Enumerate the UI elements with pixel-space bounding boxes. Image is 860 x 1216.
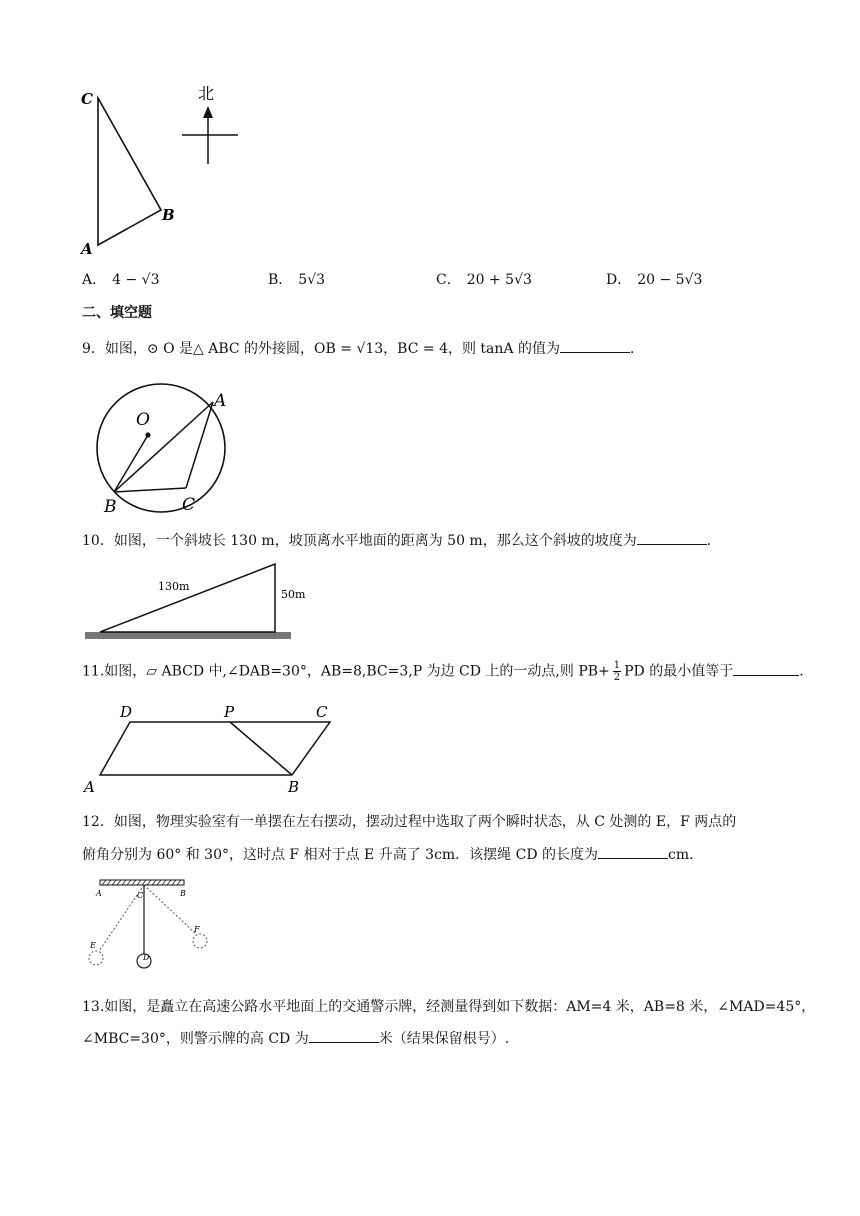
option-a[interactable]: A． 4 − √3 (82, 272, 160, 288)
q11-label-b: B (288, 778, 300, 796)
q11-label-d: D (120, 703, 133, 721)
q11-label-c: C (316, 703, 328, 721)
q9-label-c: C (182, 495, 196, 515)
q10-answer-blank[interactable] (637, 530, 707, 545)
q9-circle-figure (76, 380, 246, 520)
q12-pendulum-figure (86, 874, 210, 984)
q10-label-height: 50m (281, 588, 306, 601)
q11-answer-blank[interactable] (733, 661, 799, 676)
q11-label-p: P (224, 703, 235, 721)
label-a: A (81, 240, 93, 258)
q12-label-b: B (180, 889, 186, 898)
q11-fraction: $\frac{1}{2}$ (613, 660, 621, 683)
question-13-line1: 13.如图，是矗立在高速公路水平地面上的交通警示牌，经测量得到如下数据：AM=4 米，AB=8 米，∠MAD=45°， (82, 999, 816, 1015)
option-c-expr: 20 + 5√3 (466, 272, 532, 288)
question-13-line2: ∠MBC=30°，则警示牌的高 CD 为 米（结果保留根号）. (82, 1028, 509, 1049)
compass-north-label: 北 (198, 84, 215, 103)
q12-label-a: A (96, 889, 102, 898)
q10-slope-figure (82, 560, 306, 644)
option-c[interactable]: C． 20 + 5√3 (436, 272, 532, 288)
label-c: C (81, 90, 93, 108)
option-b-expr: 5√3 (298, 272, 326, 288)
option-a-expr: 4 − √3 (112, 272, 160, 288)
option-b[interactable]: B． 5√3 (268, 272, 326, 288)
question-12-line2: 俯角分别为 60° 和 30°，这时点 F 相对于点 E 升高了 3cm．该摆绳 CD 的长度为 cm． (82, 844, 703, 865)
question-9: 9．如图，⊙ O 是△ ABC 的外接圆，OB = √13，BC = 4，则 tanA 的值为 ． (82, 338, 644, 359)
compass-north-icon (178, 80, 242, 168)
q12-label-e: E (90, 941, 96, 950)
q13-answer-blank[interactable] (309, 1028, 379, 1043)
q12-label-d: D (143, 953, 150, 962)
triangle-abc (98, 98, 161, 245)
question-10: 10．如图，一个斜坡长 130 m，坡顶离水平地面的距离为 50 m，那么这个斜坡的坡度为 ． (82, 530, 721, 551)
option-d-expr: 20 − 5√3 (637, 272, 703, 288)
option-d[interactable]: D． 20 − 5√3 (606, 272, 703, 288)
question-12-line1: 12．如图，物理实验室有一单摆在左右摆动，摆动过程中选取了两个瞬时状态，从 C 处测的 E，F 两点的 (82, 814, 737, 830)
label-b: B (162, 206, 175, 224)
section-heading: 二、填空题 (82, 305, 152, 321)
q9-label-a: A (214, 391, 227, 411)
q11-label-a: A (84, 778, 95, 796)
q12-label-c: C (137, 891, 144, 900)
q9-answer-blank[interactable] (560, 338, 630, 353)
q12-label-f: F (194, 925, 200, 934)
question-11: 11.如图，▱ ABCD 中,∠DAB=30°，AB=8,BC=3,P 为边 CD 上的一动点,则 PB+ $\frac{1}{2}$ PD 的最小值等于 . (82, 660, 804, 683)
q9-label-o: O (136, 410, 150, 430)
q12-answer-blank[interactable] (598, 844, 668, 859)
q9-label-b: B (104, 497, 117, 517)
q11-parallelogram-figure (82, 700, 332, 796)
q10-label-slope: 130m (158, 580, 190, 593)
